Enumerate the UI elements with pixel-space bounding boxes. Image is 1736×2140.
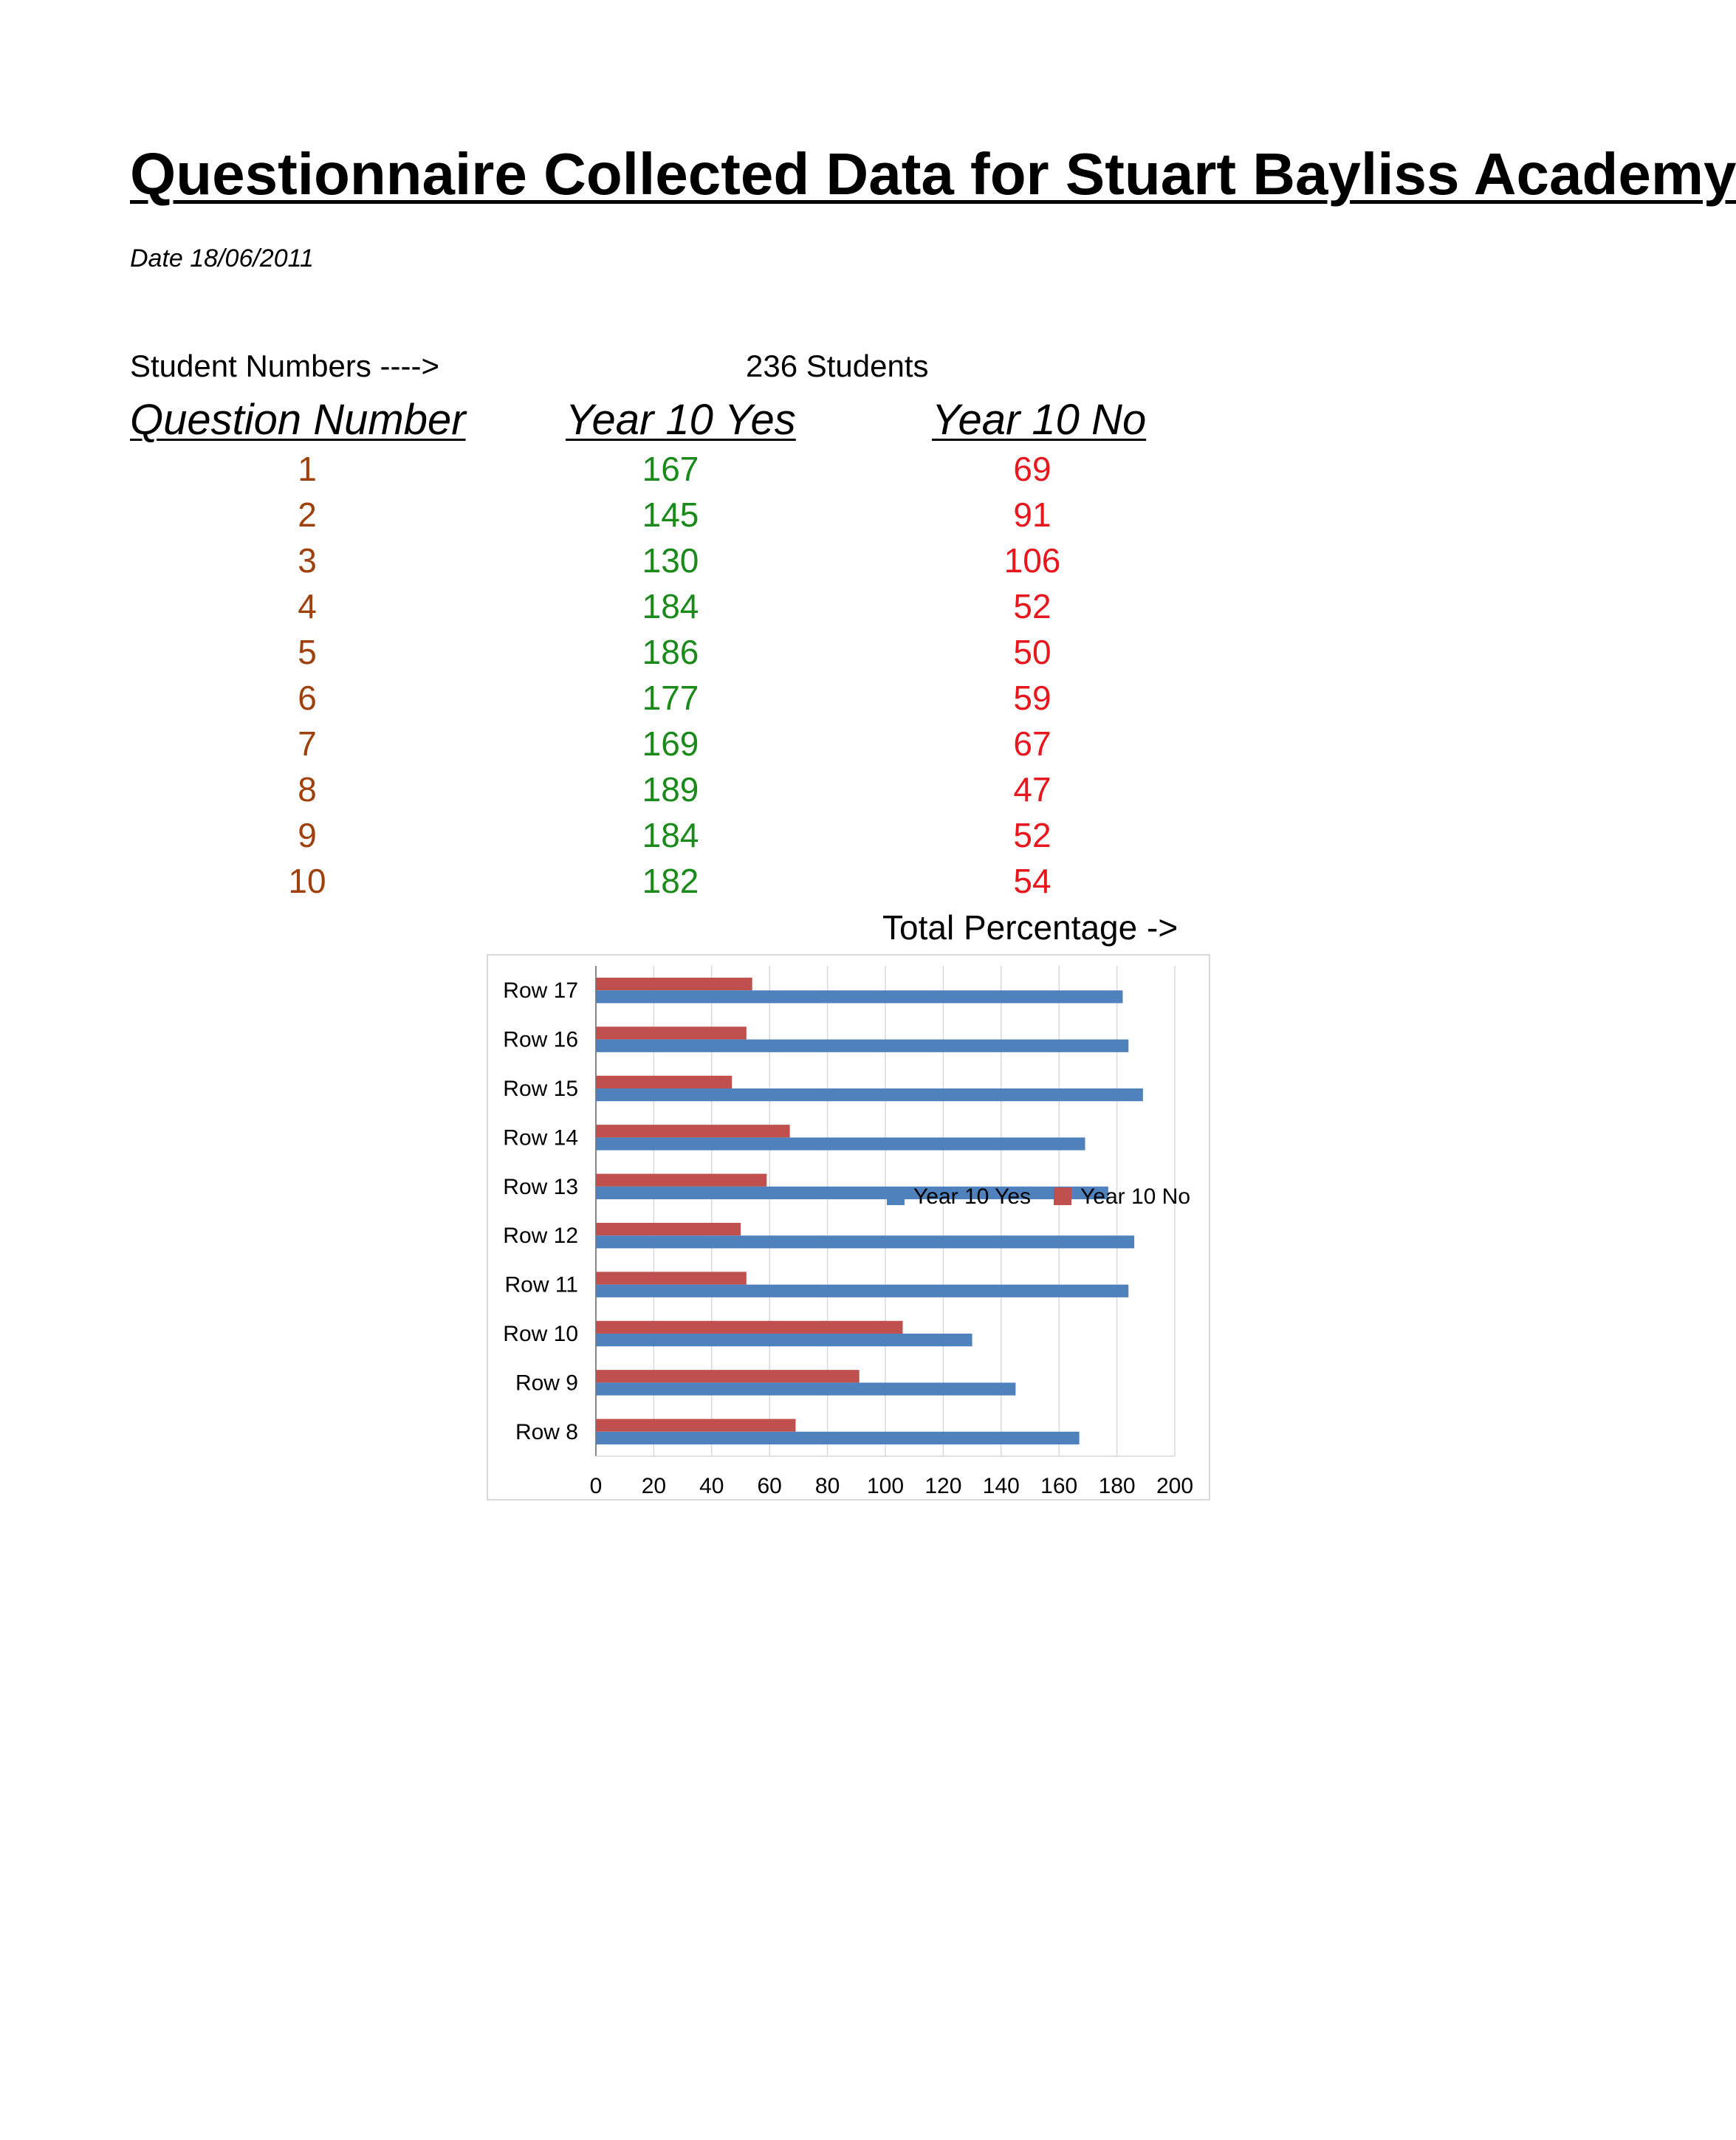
no-count-cell: 69 (1013, 450, 1051, 488)
x-tick-label: 180 (1098, 1474, 1136, 1498)
legend-label-yes: Year 10 Yes (913, 1184, 1032, 1209)
table-row (0, 583, 1211, 629)
question-number-cell: 8 (298, 770, 317, 809)
no-count-cell: 47 (1013, 770, 1051, 809)
x-tick-label: 200 (1156, 1474, 1194, 1498)
category-label: Row 17 (503, 978, 578, 1004)
no-count-cell: 50 (1013, 633, 1051, 671)
x-tick-label: 80 (814, 1474, 840, 1498)
header-question-number: Question Number (130, 396, 466, 444)
question-number-cell: 10 (288, 862, 326, 900)
no-count-cell: 54 (1013, 862, 1051, 900)
question-number-cell: 1 (298, 450, 317, 488)
yes-count-cell: 169 (642, 724, 699, 763)
table-row (0, 812, 1211, 858)
category-label: Row 12 (503, 1224, 578, 1249)
bar-year10-no (596, 1174, 766, 1187)
header-year10-no: Year 10 No (932, 396, 1147, 444)
yes-count-cell: 145 (642, 495, 699, 534)
x-tick-label: 120 (924, 1474, 962, 1498)
bar-year10-no (596, 1076, 732, 1088)
category-label: Row 10 (503, 1322, 578, 1346)
category-label: Row 15 (503, 1077, 578, 1101)
student-numbers-label: Student Numbers ----> (130, 349, 439, 383)
bar-year10-yes (596, 1334, 972, 1346)
question-number-cell: 7 (298, 724, 317, 763)
table-row (0, 446, 1211, 492)
bar-year10-no (596, 1223, 741, 1235)
question-number-cell: 5 (298, 633, 317, 671)
student-count: 236 Students (746, 349, 929, 383)
bar-year10-yes (596, 1040, 1128, 1052)
bar-year10-yes (596, 1432, 1080, 1444)
category-label: Row 13 (503, 1174, 578, 1199)
table-row (0, 629, 1211, 675)
question-number-cell: 2 (298, 495, 317, 534)
table-row (0, 721, 1211, 767)
legend-swatch-yes (887, 1187, 905, 1205)
legend-swatch-no (1054, 1187, 1071, 1205)
no-count-cell: 59 (1013, 679, 1051, 717)
bar-year10-yes (596, 1285, 1128, 1297)
bar-year10-no (596, 1026, 747, 1039)
bar-year10-yes (596, 1137, 1085, 1150)
x-tick-label: 100 (866, 1474, 905, 1498)
yes-count-cell: 182 (642, 862, 699, 900)
data-table (0, 446, 1211, 904)
bar-year10-yes (596, 1382, 1015, 1395)
table-row (0, 767, 1211, 812)
bar-chart-svg (488, 956, 1209, 1499)
bar-chart (487, 954, 1210, 1501)
no-count-cell: 106 (1003, 541, 1061, 580)
table-row (0, 492, 1211, 538)
bar-year10-no (596, 1321, 903, 1334)
table-row (0, 858, 1211, 904)
yes-count-cell: 186 (642, 633, 699, 671)
yes-count-cell: 167 (642, 450, 699, 488)
yes-count-cell: 177 (642, 679, 699, 717)
bar-year10-yes (596, 1235, 1134, 1248)
yes-count-cell: 184 (642, 816, 699, 854)
x-tick-label: 40 (699, 1474, 724, 1498)
category-label: Row 14 (503, 1125, 578, 1150)
date-text: Date 18/06/2011 (130, 244, 314, 272)
no-count-cell: 52 (1013, 587, 1051, 625)
no-count-cell: 91 (1013, 495, 1051, 534)
bar-year10-no (596, 1370, 860, 1382)
no-count-cell: 67 (1013, 724, 1051, 763)
table-row (0, 538, 1211, 583)
bar-year10-no (596, 978, 752, 990)
category-label: Row 16 (503, 1027, 578, 1052)
x-tick-label: 60 (757, 1474, 782, 1498)
no-count-cell: 52 (1013, 816, 1051, 854)
x-tick-label: 20 (641, 1474, 667, 1498)
question-number-cell: 6 (298, 679, 317, 717)
yes-count-cell: 130 (642, 541, 699, 580)
bar-year10-no (596, 1272, 747, 1284)
category-label: Row 9 (515, 1371, 578, 1396)
table-row (0, 675, 1211, 721)
bar-year10-no (596, 1125, 790, 1137)
category-label: Row 8 (515, 1419, 578, 1444)
yes-count-cell: 184 (642, 587, 699, 625)
bar-year10-yes (596, 990, 1122, 1003)
title-container (130, 139, 1736, 220)
x-tick-label: 140 (982, 1474, 1020, 1498)
bar-year10-yes (596, 1088, 1143, 1101)
yes-count-cell: 189 (642, 770, 699, 809)
page-title: Questionnaire Collected Data for Stuart Bayliss Academy (130, 141, 1736, 207)
question-number-cell: 4 (298, 587, 317, 625)
question-number-cell: 9 (298, 816, 317, 854)
legend-label-no: Year 10 No (1080, 1184, 1191, 1209)
header-year10-yes: Year 10 Yes (566, 396, 796, 444)
bar-year10-no (596, 1419, 795, 1432)
question-number-cell: 3 (298, 541, 317, 580)
bar-year10-yes (596, 1187, 1108, 1199)
x-tick-label: 0 (589, 1474, 603, 1498)
total-percentage-label: Total Percentage -> (882, 908, 1179, 947)
x-tick-label: 160 (1040, 1474, 1078, 1498)
category-label: Row 11 (504, 1272, 578, 1297)
